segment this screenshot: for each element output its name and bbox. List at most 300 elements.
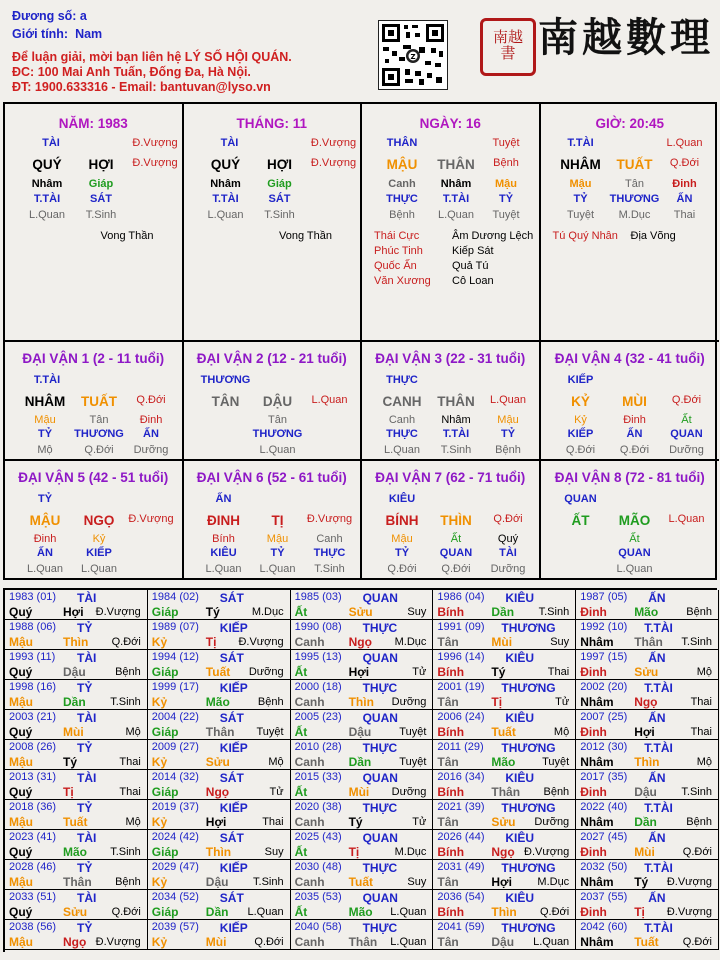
life-stage: Suy — [407, 606, 427, 618]
heaven-stem: Giáp — [151, 785, 179, 799]
chart-text: TỶ — [37, 493, 53, 505]
ten-god: THƯƠNG — [501, 741, 556, 755]
ten-god: ẤN — [648, 651, 666, 665]
year-label: 2033 (51) — [9, 891, 57, 903]
ten-god: SÁT — [219, 711, 244, 725]
earth-branch: Tuất — [491, 725, 516, 739]
chart-text: L.Quan — [259, 563, 296, 575]
ten-god: T.TÀI — [644, 861, 673, 875]
chart-text: T.Sinh — [440, 444, 472, 456]
year-label: 1996 (14) — [437, 651, 485, 663]
dai-van-title: ĐẠI VẬN 1 (2 - 11 tuổi) — [22, 351, 165, 366]
heaven-stem: Tân — [437, 815, 459, 829]
year-label: 1987 (05) — [580, 591, 628, 603]
dai-van-title: ĐẠI VẬN 5 (42 - 51 tuổi) — [18, 470, 169, 485]
year-label: 2026 (44) — [437, 831, 485, 843]
ten-god: SÁT — [219, 891, 244, 905]
year-cell — [148, 740, 291, 770]
year-cell — [291, 590, 434, 620]
life-stage: Thai — [690, 726, 712, 738]
heaven-stem: Giáp — [151, 845, 179, 859]
shen-sha-label: Văn Xương — [374, 275, 431, 287]
chart-text: Tân — [89, 414, 109, 426]
dai-van-title: ĐẠI VẬN 7 (62 - 71 tuổi) — [375, 470, 526, 485]
year-label: 1983 (01) — [9, 591, 57, 603]
year-cell — [5, 770, 148, 800]
ten-god: ẤN — [648, 831, 666, 845]
heaven-stem: Bính — [437, 785, 465, 799]
heaven-stem: Kỷ — [151, 635, 168, 649]
chart-text: SÁT — [90, 193, 112, 205]
earth-branch: Sửu — [491, 815, 516, 829]
heaven-stem: Ất — [294, 845, 308, 859]
year-label: 2000 (18) — [294, 681, 342, 693]
life-stage: Dưỡng — [391, 786, 427, 798]
ten-god: TỶ — [77, 921, 93, 935]
year-label: 2018 (36) — [9, 801, 57, 813]
chart-text: KIÊU — [388, 493, 416, 505]
chart-text: THƯƠNG — [252, 428, 303, 440]
chart-text: ẤN — [215, 493, 232, 505]
life-stage: Tuyệt — [399, 726, 427, 738]
heaven-stem: Quý — [9, 785, 33, 799]
heaven-stem: Nhâm — [580, 635, 614, 649]
chart-text: L.Quan — [616, 563, 653, 575]
year-cell — [576, 920, 719, 950]
life-stage: Thai — [262, 816, 284, 828]
heaven-stem: Mậu — [9, 695, 33, 709]
chart-text: ĐINH — [207, 513, 240, 528]
year-cell — [5, 860, 148, 890]
year-label: 2032 (50) — [580, 861, 628, 873]
pillar-cell — [541, 104, 720, 342]
ten-god: KIẾP — [219, 681, 248, 695]
heaven-stem: Kỷ — [151, 875, 168, 889]
ten-god: THỰC — [362, 921, 398, 935]
ten-god: T.TÀI — [644, 621, 673, 635]
dai-van-cell — [541, 342, 720, 461]
ten-god: THỰC — [362, 801, 398, 815]
earth-branch: Tý — [634, 875, 649, 889]
chart-text: Q.Đới — [387, 563, 417, 575]
heaven-stem: Đinh — [580, 605, 607, 619]
earth-branch: Dần — [348, 755, 372, 769]
chart-text: ẤT — [571, 513, 590, 528]
heaven-stem: Tân — [437, 635, 459, 649]
chart-text: Đinh — [623, 414, 646, 426]
year-label: 2011 (29) — [437, 741, 484, 753]
chart-text: THƯƠNG — [200, 374, 251, 386]
earth-branch: Dần — [491, 605, 515, 619]
ten-god: SÁT — [219, 831, 244, 845]
ten-god: THƯƠNG — [501, 681, 556, 695]
chart-text: NGỌ — [83, 513, 115, 528]
earth-branch: Tuất — [348, 875, 374, 889]
ten-god: ẤN — [648, 591, 666, 605]
chart-text: Mậu — [495, 178, 517, 190]
year-label: 2029 (47) — [151, 861, 199, 873]
chart-text: L.Quan — [666, 137, 703, 149]
chart-text: Canh — [388, 178, 416, 190]
shen-sha-label: Âm Dương Lệch — [452, 230, 534, 242]
dai-van-title: ĐẠI VẬN 3 (22 - 31 tuổi) — [375, 351, 526, 366]
year-label: 1989 (07) — [151, 621, 199, 633]
year-label: 2008 (26) — [9, 741, 57, 753]
chart-text: L.Quan — [28, 209, 66, 221]
year-label: 1999 (17) — [151, 681, 199, 693]
year-label: 1997 (15) — [580, 651, 628, 663]
chart-text: Mộ — [37, 444, 53, 456]
year-label: 1992 (10) — [580, 621, 628, 633]
earth-branch: Hợi — [491, 875, 512, 889]
year-label: 2035 (53) — [294, 891, 342, 903]
ten-god: KIÊU — [505, 651, 535, 665]
chart-text: Q.Đới — [441, 563, 471, 575]
year-cell — [433, 710, 576, 740]
life-stage: Thai — [119, 786, 141, 798]
year-cell — [5, 920, 148, 950]
year-label: 1988 (06) — [9, 621, 57, 633]
chart-text: L.Quan — [26, 563, 64, 575]
contact-line: Để luận giải, mời bạn liên hệ LÝ SỐ HỘI QUÁN. — [12, 50, 292, 64]
ten-god: TÀI — [77, 891, 97, 905]
chart-text: T.TÀI — [212, 193, 239, 205]
earth-branch: Thân — [63, 875, 92, 889]
year-label: 2016 (34) — [437, 771, 485, 783]
year-cell — [148, 650, 291, 680]
life-stage: M.Dục — [251, 606, 284, 618]
year-cell — [576, 710, 719, 740]
earth-branch: Mùi — [491, 635, 513, 649]
earth-branch: Tị — [205, 635, 217, 649]
ten-god: THỰC — [362, 621, 398, 635]
heaven-stem: Giáp — [151, 905, 179, 919]
earth-branch: Hợi — [63, 605, 84, 619]
chart-text: MÃO — [618, 513, 651, 528]
chart-text: T.TÀI — [442, 193, 470, 205]
pillars-grid — [3, 102, 717, 580]
chart-text: Q.Đới — [565, 444, 596, 456]
ten-god: KIẾP — [219, 921, 248, 935]
ten-god: TỶ — [77, 861, 93, 875]
chart-text: KIÊU — [210, 547, 237, 559]
earth-branch: Mùi — [634, 845, 655, 859]
life-stage: L.Quan — [390, 906, 427, 918]
heaven-stem: Đinh — [580, 845, 607, 859]
year-cell — [291, 830, 434, 860]
chart-text: T.Sinh — [314, 563, 345, 575]
year-label: 1985 (03) — [294, 591, 342, 603]
chart-text: M.Dục — [618, 209, 651, 221]
earth-branch: Tuất — [63, 815, 88, 829]
shen-sha-label: Phúc Tinh — [374, 245, 423, 257]
pillar-title: NGÀY: 16 — [419, 116, 481, 131]
chart-text: BÍNH — [385, 513, 419, 528]
earth-branch: Thìn — [205, 845, 232, 859]
chart-text: Canh — [316, 533, 343, 545]
shen-sha-label: Địa Võng — [630, 230, 676, 242]
life-stage: L.Quan — [390, 936, 427, 948]
ten-god: ẤN — [648, 771, 666, 785]
year-cell — [433, 620, 576, 650]
heaven-stem: Nhâm — [580, 815, 614, 829]
chart-text: Đ.Vượng — [310, 137, 357, 149]
heaven-stem: Mậu — [9, 875, 33, 889]
year-label: 2040 (58) — [294, 921, 342, 933]
heaven-stem: Kỷ — [151, 935, 168, 949]
chart-text: ẤN — [626, 428, 643, 440]
year-cell — [291, 770, 434, 800]
heaven-stem: Ất — [294, 905, 308, 919]
year-cell — [291, 740, 434, 770]
life-stage: Q.Đới — [254, 936, 284, 948]
year-cell — [5, 890, 148, 920]
life-stage: T.Sinh — [110, 696, 141, 708]
chart-text: DẬU — [262, 394, 293, 409]
chart-text: HỢI — [88, 157, 114, 172]
address-line: ĐC: 100 Mai Anh Tuấn, Đống Đa, Hà Nội. — [12, 65, 251, 79]
heaven-stem: Đinh — [580, 785, 607, 799]
chart-text: Tân — [625, 178, 644, 190]
chart-text: L.Quan — [489, 394, 527, 406]
earth-branch: Sửu — [63, 905, 88, 919]
chart-text: Đinh — [33, 533, 57, 545]
year-cell — [5, 830, 148, 860]
chart-text: L.Quan — [383, 444, 421, 456]
heaven-stem: Quý — [9, 905, 33, 919]
chart-text: TỶ — [37, 428, 53, 440]
life-stage: Đ.Vượng — [666, 876, 712, 888]
earth-branch: Mùi — [63, 725, 84, 739]
year-label: 2041 (59) — [437, 921, 485, 933]
year-label: 2039 (57) — [151, 921, 199, 933]
chart-text: THƯƠNG — [609, 193, 660, 205]
heaven-stem: Tân — [437, 875, 459, 889]
earth-branch: Ngọ — [205, 785, 230, 799]
ten-god: KIẾP — [219, 861, 248, 875]
chart-text: Dưỡng — [133, 444, 169, 456]
year-label: 2004 (22) — [151, 711, 199, 723]
heaven-stem: Quý — [9, 845, 33, 859]
annual-luck-table — [3, 588, 717, 952]
chart-text: Ất — [450, 533, 462, 545]
year-label: 2034 (52) — [151, 891, 199, 903]
chart-text: THƯƠNG — [74, 428, 124, 440]
chart-text: TUẤT — [81, 394, 117, 409]
earth-branch: Thìn — [348, 695, 374, 709]
ten-god: TÀI — [77, 771, 97, 785]
earth-branch: Thân — [634, 635, 663, 649]
year-cell — [148, 590, 291, 620]
chart-text: THÂN — [437, 394, 475, 409]
chart-text: CANH — [382, 394, 422, 409]
chart-text: Đ.Vượng — [132, 137, 178, 149]
chart-text: Dưỡng — [669, 444, 704, 456]
chart-text: Ất — [681, 414, 692, 426]
chart-text: L.Quan — [668, 513, 705, 525]
life-stage: L.Quan — [247, 906, 284, 918]
ten-god: TỶ — [77, 801, 93, 815]
year-cell — [148, 710, 291, 740]
year-label: 2002 (20) — [580, 681, 628, 693]
ten-god: QUAN — [362, 771, 398, 785]
earth-branch: Sửu — [634, 665, 659, 679]
pillar-cell — [362, 104, 541, 342]
chart-text: Q.Đới — [84, 444, 114, 456]
year-cell — [433, 920, 576, 950]
heaven-stem: Đinh — [580, 905, 607, 919]
chart-text: Mậu — [266, 533, 289, 545]
year-label: 2019 (37) — [151, 801, 199, 813]
ten-god: ẤN — [648, 891, 666, 905]
earth-branch: Tý — [205, 605, 220, 619]
ten-god: KIẾP — [219, 801, 248, 815]
year-cell — [5, 800, 148, 830]
year-cell — [291, 680, 434, 710]
chart-text: L.Quan — [311, 394, 348, 406]
pillar-cell — [184, 104, 363, 342]
year-label: 2017 (35) — [580, 771, 628, 783]
earth-branch: Tị — [634, 905, 645, 919]
chart-text: QUAN — [618, 547, 651, 559]
year-cell — [576, 890, 719, 920]
dai-van-cell — [184, 342, 363, 461]
year-cell — [576, 830, 719, 860]
qr-code[interactable] — [378, 20, 448, 90]
year-label: 1998 (16) — [9, 681, 57, 693]
ten-god: SÁT — [219, 591, 244, 605]
chart-text: Tân — [268, 414, 287, 426]
life-stage: Mộ — [696, 666, 712, 678]
year-label: 1995 (13) — [294, 651, 342, 663]
year-cell — [291, 800, 434, 830]
pillar-cell — [5, 104, 184, 342]
year-cell — [576, 800, 719, 830]
chart-text: THÌN — [440, 513, 472, 528]
brand-logo: 南越數理 — [538, 14, 714, 61]
life-stage: Suy — [550, 636, 570, 648]
chart-text: Q.Đới — [671, 394, 702, 406]
heaven-stem: Canh — [294, 935, 325, 949]
phone-email-line: ĐT: 1900.633316 - Email: bantuvan@lyso.vn — [12, 80, 271, 94]
life-stage: Tuyệt — [542, 756, 570, 768]
pillar-title: GIỜ: 20:45 — [595, 116, 665, 131]
year-label: 2022 (40) — [580, 801, 628, 813]
year-label: 2038 (56) — [9, 921, 57, 933]
life-stage: Bệnh — [115, 876, 141, 888]
year-cell — [433, 890, 576, 920]
life-stage: Dưỡng — [248, 666, 284, 678]
year-cell — [433, 650, 576, 680]
life-stage: Đ.Vượng — [666, 906, 712, 918]
chart-text: Kỷ — [574, 414, 587, 426]
earth-branch: Mùi — [348, 785, 370, 799]
year-label: 1991 (09) — [437, 621, 485, 633]
chart-text: MẬU — [29, 513, 61, 528]
heaven-stem: Quý — [9, 725, 33, 739]
chart-text: NHÂM — [560, 157, 601, 172]
year-cell — [433, 770, 576, 800]
chart-text: QUAN — [670, 428, 703, 440]
chart-text: L.Quan — [205, 563, 242, 575]
ten-god: KIÊU — [505, 591, 535, 605]
life-stage: Dưỡng — [391, 696, 427, 708]
year-cell — [148, 770, 291, 800]
earth-branch: Tị — [63, 785, 74, 799]
life-stage: Bệnh — [543, 786, 570, 798]
year-cell — [5, 680, 148, 710]
earth-branch: Mão — [205, 695, 230, 709]
heaven-stem: Canh — [294, 755, 325, 769]
life-stage: Tử — [412, 666, 427, 678]
life-stage: Dưỡng — [534, 816, 570, 828]
dai-van-cell — [5, 461, 184, 580]
earth-branch: Ngọ — [348, 635, 372, 649]
year-label: 2025 (43) — [294, 831, 342, 843]
earth-branch: Tý — [491, 665, 506, 679]
earth-branch: Thìn — [491, 905, 517, 919]
chart-text: TUẤT — [616, 157, 653, 172]
life-stage: M.Dục — [394, 846, 427, 858]
year-cell — [148, 890, 291, 920]
year-label: 2003 (21) — [9, 711, 57, 723]
life-stage: Bệnh — [115, 666, 141, 678]
earth-branch: Tị — [491, 695, 503, 709]
heaven-stem: Nhâm — [580, 695, 614, 709]
chart-text: Đ.Vượng — [132, 157, 178, 169]
ten-god: TÀI — [77, 711, 97, 725]
ten-god: KIÊU — [505, 891, 535, 905]
chart-text: Đ.Vượng — [306, 513, 353, 525]
dai-van-cell — [184, 461, 363, 580]
earth-branch: Thân — [205, 725, 235, 739]
year-cell — [148, 680, 291, 710]
chart-text: Nhâm — [440, 178, 472, 190]
dai-van-title: ĐẠI VẬN 6 (52 - 61 tuổi) — [196, 470, 347, 485]
ten-god: T.TÀI — [644, 741, 673, 755]
ten-god: THƯƠNG — [501, 921, 556, 935]
earth-branch: Thân — [348, 935, 378, 949]
year-label: 1984 (02) — [151, 591, 199, 603]
ten-god: TỶ — [77, 621, 93, 635]
dai-van-cell — [5, 342, 184, 461]
chart-text: Mậu — [391, 533, 413, 545]
life-stage: T.Sinh — [253, 876, 284, 888]
chart-text: KIẾP — [86, 547, 112, 559]
heaven-stem: Canh — [294, 815, 325, 829]
chart-text: Đinh — [672, 178, 697, 190]
life-stage: Q.Đới — [111, 636, 141, 648]
ten-god: KIẾP — [219, 621, 248, 635]
year-cell — [5, 620, 148, 650]
chart-text: TỊ — [271, 513, 284, 528]
heaven-stem: Nhâm — [580, 875, 614, 889]
chart-text: T.Sinh — [264, 209, 295, 221]
year-cell — [5, 710, 148, 740]
earth-branch: Mão — [634, 605, 659, 619]
earth-branch: Thân — [491, 785, 521, 799]
earth-branch: Thìn — [634, 755, 660, 769]
year-cell — [5, 650, 148, 680]
shen-sha-label: Quả Tú — [452, 260, 489, 272]
chart-text: T.TÀI — [33, 374, 61, 386]
chart-text: L.Quan — [259, 444, 296, 456]
life-stage: Thai — [690, 696, 712, 708]
heaven-stem: Mậu — [9, 935, 33, 949]
heaven-stem: Quý — [9, 665, 33, 679]
chart-text: ẤN — [37, 547, 53, 559]
year-cell — [5, 740, 148, 770]
